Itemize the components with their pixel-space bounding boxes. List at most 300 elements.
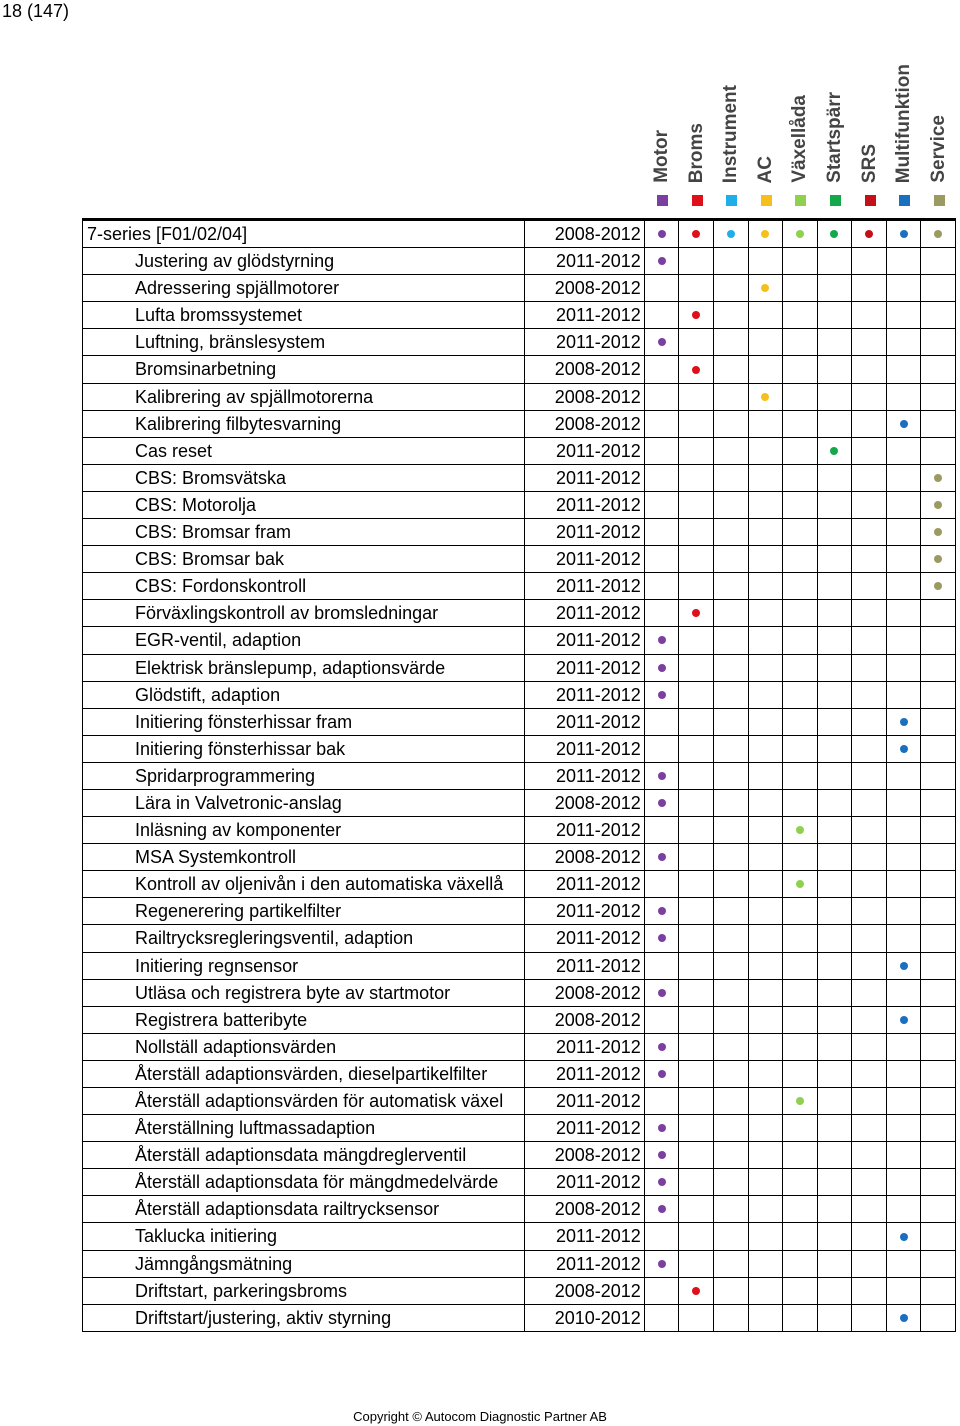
support-cell-multifunktion (887, 682, 922, 709)
support-dot (658, 257, 666, 265)
model-years: 2011-2012 (525, 1088, 645, 1115)
function-name: Återställning luftmassadaption (82, 1115, 525, 1142)
support-cell-broms (679, 953, 714, 980)
support-cell-instrument (714, 1034, 749, 1061)
support-cell-startsparr (818, 844, 853, 871)
support-cell-motor (645, 790, 680, 817)
support-cell-vaxellada (783, 790, 818, 817)
function-name: Utläsa och registrera byte av startmotor (82, 980, 525, 1007)
support-cell-motor (645, 1251, 680, 1278)
table-row (82, 709, 956, 736)
support-cell-multifunktion (887, 1278, 922, 1305)
support-cell-multifunktion (887, 1305, 922, 1332)
support-dot (658, 230, 666, 238)
support-dot (658, 1205, 666, 1213)
table-row (82, 763, 956, 790)
support-dot (658, 338, 666, 346)
function-name: Justering av glödstyrning (82, 248, 525, 275)
support-dot (796, 880, 804, 888)
function-name: Nollställ adaptionsvärden (82, 1034, 525, 1061)
support-dot (934, 501, 942, 509)
model-years: 2011-2012 (525, 438, 645, 465)
support-dot (900, 1016, 908, 1024)
support-cell-service (921, 221, 956, 248)
category-header-startsparr (818, 0, 852, 215)
support-cell-service (921, 709, 956, 736)
support-cell-startsparr (818, 492, 853, 519)
support-cell-multifunktion (887, 519, 922, 546)
support-cell-startsparr (818, 736, 853, 763)
table-row (82, 356, 956, 383)
support-cell-srs (852, 817, 887, 844)
model-years: 2008-2012 (525, 790, 645, 817)
support-cell-motor (645, 1278, 680, 1305)
support-cell-vaxellada (783, 1278, 818, 1305)
support-cell-service (921, 817, 956, 844)
function-name: Jämngångsmätning (82, 1251, 525, 1278)
support-cell-startsparr (818, 709, 853, 736)
table-row (82, 600, 956, 627)
category-color-swatch (830, 195, 841, 206)
support-cell-ac (749, 844, 784, 871)
model-years: 2011-2012 (525, 1169, 645, 1196)
support-cell-ac (749, 492, 784, 519)
support-cell-srs (852, 573, 887, 600)
support-cell-vaxellada (783, 600, 818, 627)
model-years: 2011-2012 (525, 329, 645, 356)
category-label: Broms (685, 122, 707, 183)
table-row (82, 546, 956, 573)
support-cell-service (921, 573, 956, 600)
support-cell-instrument (714, 1142, 749, 1169)
support-cell-multifunktion (887, 1088, 922, 1115)
support-cell-broms (679, 384, 714, 411)
category-header-service (922, 0, 956, 215)
support-cell-srs (852, 329, 887, 356)
support-cell-motor (645, 953, 680, 980)
support-cell-startsparr (818, 465, 853, 492)
support-cell-srs (852, 1142, 887, 1169)
support-cell-instrument (714, 248, 749, 275)
support-cell-broms (679, 1142, 714, 1169)
support-cell-instrument (714, 465, 749, 492)
support-cell-srs (852, 438, 887, 465)
model-years: 2008-2012 (525, 1142, 645, 1169)
support-cell-ac (749, 356, 784, 383)
table-row (82, 1251, 956, 1278)
support-cell-multifunktion (887, 1061, 922, 1088)
model-years: 2011-2012 (525, 1061, 645, 1088)
support-dot (658, 636, 666, 644)
support-cell-broms (679, 329, 714, 356)
support-cell-motor (645, 546, 680, 573)
support-cell-multifunktion (887, 925, 922, 952)
support-cell-srs (852, 925, 887, 952)
function-name: Inläsning av komponenter (82, 817, 525, 844)
support-cell-instrument (714, 221, 749, 248)
support-cell-broms (679, 898, 714, 925)
support-cell-instrument (714, 329, 749, 356)
support-cell-vaxellada (783, 655, 818, 682)
table-row (82, 411, 956, 438)
support-cell-srs (852, 492, 887, 519)
support-cell-ac (749, 1251, 784, 1278)
support-cell-ac (749, 600, 784, 627)
support-cell-vaxellada (783, 573, 818, 600)
support-cell-srs (852, 1196, 887, 1223)
support-dot (830, 447, 838, 455)
table-row (82, 980, 956, 1007)
category-color-swatch (865, 195, 876, 206)
support-cell-instrument (714, 1088, 749, 1115)
support-cell-motor (645, 1088, 680, 1115)
support-cell-service (921, 356, 956, 383)
support-cell-srs (852, 221, 887, 248)
support-dot (761, 230, 769, 238)
support-cell-ac (749, 275, 784, 302)
support-cell-broms (679, 356, 714, 383)
support-cell-ac (749, 1088, 784, 1115)
support-cell-startsparr (818, 438, 853, 465)
model-years: 2011-2012 (525, 817, 645, 844)
support-cell-ac (749, 519, 784, 546)
support-dot (934, 474, 942, 482)
support-cell-ac (749, 1034, 784, 1061)
table-row (82, 1034, 956, 1061)
support-cell-vaxellada (783, 465, 818, 492)
support-cell-ac (749, 1278, 784, 1305)
support-cell-broms (679, 627, 714, 654)
model-years: 2008-2012 (525, 1278, 645, 1305)
support-cell-motor (645, 600, 680, 627)
support-cell-multifunktion (887, 1251, 922, 1278)
function-name: CBS: Bromsar fram (82, 519, 525, 546)
support-cell-motor (645, 411, 680, 438)
support-cell-startsparr (818, 600, 853, 627)
support-cell-multifunktion (887, 844, 922, 871)
support-cell-multifunktion (887, 1196, 922, 1223)
table-row (82, 1115, 956, 1142)
function-name: Återställ adaptionsdata mängdreglerventil (82, 1142, 525, 1169)
support-cell-service (921, 844, 956, 871)
support-cell-srs (852, 709, 887, 736)
support-cell-multifunktion (887, 1007, 922, 1034)
support-cell-srs (852, 953, 887, 980)
support-cell-ac (749, 709, 784, 736)
function-name: Regenerering partikelfilter (82, 898, 525, 925)
support-cell-broms (679, 1061, 714, 1088)
support-cell-multifunktion (887, 1034, 922, 1061)
model-years: 2008-2012 (525, 980, 645, 1007)
support-cell-srs (852, 546, 887, 573)
support-dot (796, 230, 804, 238)
support-cell-multifunktion (887, 546, 922, 573)
support-dot (658, 989, 666, 997)
support-cell-startsparr (818, 546, 853, 573)
support-cell-service (921, 790, 956, 817)
support-cell-instrument (714, 492, 749, 519)
support-cell-startsparr (818, 1196, 853, 1223)
function-name: Kalibrering av spjällmotorerna (82, 384, 525, 411)
support-cell-instrument (714, 1305, 749, 1332)
function-name: CBS: Bromsar bak (82, 546, 525, 573)
support-cell-multifunktion (887, 1169, 922, 1196)
support-cell-broms (679, 600, 714, 627)
support-cell-multifunktion (887, 356, 922, 383)
support-cell-instrument (714, 655, 749, 682)
function-name: 7-series [F01/02/04] (82, 221, 525, 248)
support-cell-broms (679, 1088, 714, 1115)
function-name: Driftstart, parkeringsbroms (82, 1278, 525, 1305)
support-cell-srs (852, 411, 887, 438)
table-row (82, 1088, 956, 1115)
support-cell-motor (645, 1007, 680, 1034)
support-cell-vaxellada (783, 709, 818, 736)
function-name: Återställ adaptionsdata för mängdmedelvärde (82, 1169, 525, 1196)
model-years: 2011-2012 (525, 573, 645, 600)
function-name: Registrera batteribyte (82, 1007, 525, 1034)
model-years: 2008-2012 (525, 275, 645, 302)
support-dot (900, 745, 908, 753)
support-cell-vaxellada (783, 519, 818, 546)
category-headers (0, 0, 960, 215)
support-cell-motor (645, 275, 680, 302)
support-cell-broms (679, 1251, 714, 1278)
function-table (82, 218, 956, 1332)
support-cell-motor (645, 1305, 680, 1332)
support-cell-motor (645, 1223, 680, 1250)
support-dot (658, 1260, 666, 1268)
function-name: Återställ adaptionsdata railtrycksensor (82, 1196, 525, 1223)
support-cell-broms (679, 817, 714, 844)
support-dot (658, 934, 666, 942)
support-cell-srs (852, 1088, 887, 1115)
support-dot (658, 799, 666, 807)
support-cell-broms (679, 1305, 714, 1332)
support-cell-motor (645, 356, 680, 383)
table-row (82, 736, 956, 763)
support-cell-service (921, 763, 956, 790)
category-header-vaxellada (783, 0, 817, 215)
support-cell-broms (679, 709, 714, 736)
support-cell-multifunktion (887, 465, 922, 492)
support-dot (658, 1070, 666, 1078)
category-color-swatch (761, 195, 772, 206)
support-cell-startsparr (818, 1305, 853, 1332)
category-label: Motor (651, 130, 672, 183)
function-name: MSA Systemkontroll (82, 844, 525, 871)
support-cell-broms (679, 492, 714, 519)
support-cell-srs (852, 384, 887, 411)
support-cell-instrument (714, 763, 749, 790)
support-cell-instrument (714, 871, 749, 898)
support-dot (796, 1097, 804, 1105)
model-years: 2011-2012 (525, 736, 645, 763)
category-label: Instrument (720, 84, 742, 183)
support-cell-startsparr (818, 871, 853, 898)
support-cell-vaxellada (783, 275, 818, 302)
table-row (82, 627, 956, 654)
support-dot (900, 718, 908, 726)
model-years: 2011-2012 (525, 519, 645, 546)
support-cell-srs (852, 1278, 887, 1305)
support-cell-motor (645, 1169, 680, 1196)
support-cell-broms (679, 925, 714, 952)
function-name: Kalibrering filbytesvarning (82, 411, 525, 438)
support-dot (692, 230, 700, 238)
category-label: Växellåda (789, 95, 811, 183)
support-cell-vaxellada (783, 627, 818, 654)
function-name: Cas reset (82, 438, 525, 465)
table-row (82, 248, 956, 275)
support-cell-multifunktion (887, 953, 922, 980)
support-cell-startsparr (818, 925, 853, 952)
support-cell-ac (749, 411, 784, 438)
support-cell-multifunktion (887, 736, 922, 763)
table-row (82, 844, 956, 871)
category-header-broms (680, 0, 714, 215)
support-dot (900, 1314, 908, 1322)
support-cell-service (921, 465, 956, 492)
function-name: CBS: Fordonskontroll (82, 573, 525, 600)
support-cell-srs (852, 302, 887, 329)
support-cell-instrument (714, 790, 749, 817)
support-dot (934, 528, 942, 536)
table-row (82, 329, 956, 356)
support-cell-startsparr (818, 221, 853, 248)
support-cell-vaxellada (783, 329, 818, 356)
support-cell-broms (679, 302, 714, 329)
support-cell-vaxellada (783, 1169, 818, 1196)
function-name: Initiering regnsensor (82, 953, 525, 980)
support-cell-srs (852, 790, 887, 817)
category-header-motor (645, 0, 679, 215)
support-dot (658, 853, 666, 861)
support-cell-service (921, 411, 956, 438)
page-number: 18 (147) (2, 1, 70, 21)
support-cell-vaxellada (783, 1251, 818, 1278)
model-years: 2011-2012 (525, 1251, 645, 1278)
support-cell-broms (679, 1169, 714, 1196)
support-dot (692, 609, 700, 617)
support-cell-multifunktion (887, 411, 922, 438)
support-cell-ac (749, 248, 784, 275)
support-cell-motor (645, 709, 680, 736)
support-cell-srs (852, 1223, 887, 1250)
support-cell-motor (645, 465, 680, 492)
table-row (82, 1169, 956, 1196)
model-years: 2011-2012 (525, 546, 645, 573)
support-cell-instrument (714, 356, 749, 383)
support-cell-broms (679, 844, 714, 871)
function-name: Elektrisk bränslepump, adaptionsvärde (82, 655, 525, 682)
support-cell-vaxellada (783, 980, 818, 1007)
support-cell-vaxellada (783, 1088, 818, 1115)
support-cell-vaxellada (783, 302, 818, 329)
table-row (82, 1278, 956, 1305)
model-years: 2011-2012 (525, 763, 645, 790)
support-cell-service (921, 600, 956, 627)
model-years: 2008-2012 (525, 221, 645, 248)
support-cell-ac (749, 1169, 784, 1196)
support-cell-ac (749, 1142, 784, 1169)
table-row (82, 1142, 956, 1169)
table-row (82, 953, 956, 980)
table-row (82, 1223, 956, 1250)
support-cell-instrument (714, 600, 749, 627)
support-cell-vaxellada (783, 871, 818, 898)
category-color-swatch (692, 195, 703, 206)
table-row (82, 465, 956, 492)
support-cell-broms (679, 1223, 714, 1250)
support-cell-broms (679, 221, 714, 248)
support-cell-service (921, 627, 956, 654)
support-cell-service (921, 519, 956, 546)
support-cell-service (921, 384, 956, 411)
support-dot (658, 1151, 666, 1159)
support-cell-ac (749, 438, 784, 465)
support-cell-ac (749, 763, 784, 790)
support-cell-srs (852, 1061, 887, 1088)
support-cell-vaxellada (783, 1223, 818, 1250)
support-cell-service (921, 275, 956, 302)
support-cell-multifunktion (887, 248, 922, 275)
support-dot (658, 772, 666, 780)
support-cell-srs (852, 627, 887, 654)
support-cell-service (921, 1061, 956, 1088)
category-label: Startspärr (824, 92, 845, 183)
model-years: 2011-2012 (525, 871, 645, 898)
model-years: 2008-2012 (525, 1007, 645, 1034)
table-row (82, 1007, 956, 1034)
support-cell-broms (679, 519, 714, 546)
support-cell-startsparr (818, 1251, 853, 1278)
function-name: Driftstart/justering, aktiv styrning (82, 1305, 525, 1332)
support-cell-motor (645, 1061, 680, 1088)
support-cell-ac (749, 790, 784, 817)
table-row (82, 682, 956, 709)
function-name: Glödstift, adaption (82, 682, 525, 709)
support-dot (865, 230, 873, 238)
table-row (82, 275, 956, 302)
support-cell-multifunktion (887, 600, 922, 627)
support-cell-instrument (714, 736, 749, 763)
support-cell-service (921, 1007, 956, 1034)
support-cell-service (921, 736, 956, 763)
support-cell-motor (645, 817, 680, 844)
model-years: 2008-2012 (525, 1196, 645, 1223)
table-row (82, 1061, 956, 1088)
support-cell-srs (852, 600, 887, 627)
support-cell-ac (749, 1196, 784, 1223)
support-cell-instrument (714, 573, 749, 600)
support-cell-srs (852, 1034, 887, 1061)
support-cell-motor (645, 736, 680, 763)
function-name: Bromsinarbetning (82, 356, 525, 383)
support-cell-multifunktion (887, 817, 922, 844)
support-cell-instrument (714, 1196, 749, 1223)
support-cell-motor (645, 221, 680, 248)
function-name: Lära in Valvetronic-anslag (82, 790, 525, 817)
support-cell-vaxellada (783, 492, 818, 519)
category-label: Service (927, 115, 949, 183)
support-cell-broms (679, 438, 714, 465)
support-cell-instrument (714, 1007, 749, 1034)
support-cell-startsparr (818, 275, 853, 302)
support-cell-multifunktion (887, 980, 922, 1007)
support-cell-startsparr (818, 329, 853, 356)
support-cell-instrument (714, 275, 749, 302)
